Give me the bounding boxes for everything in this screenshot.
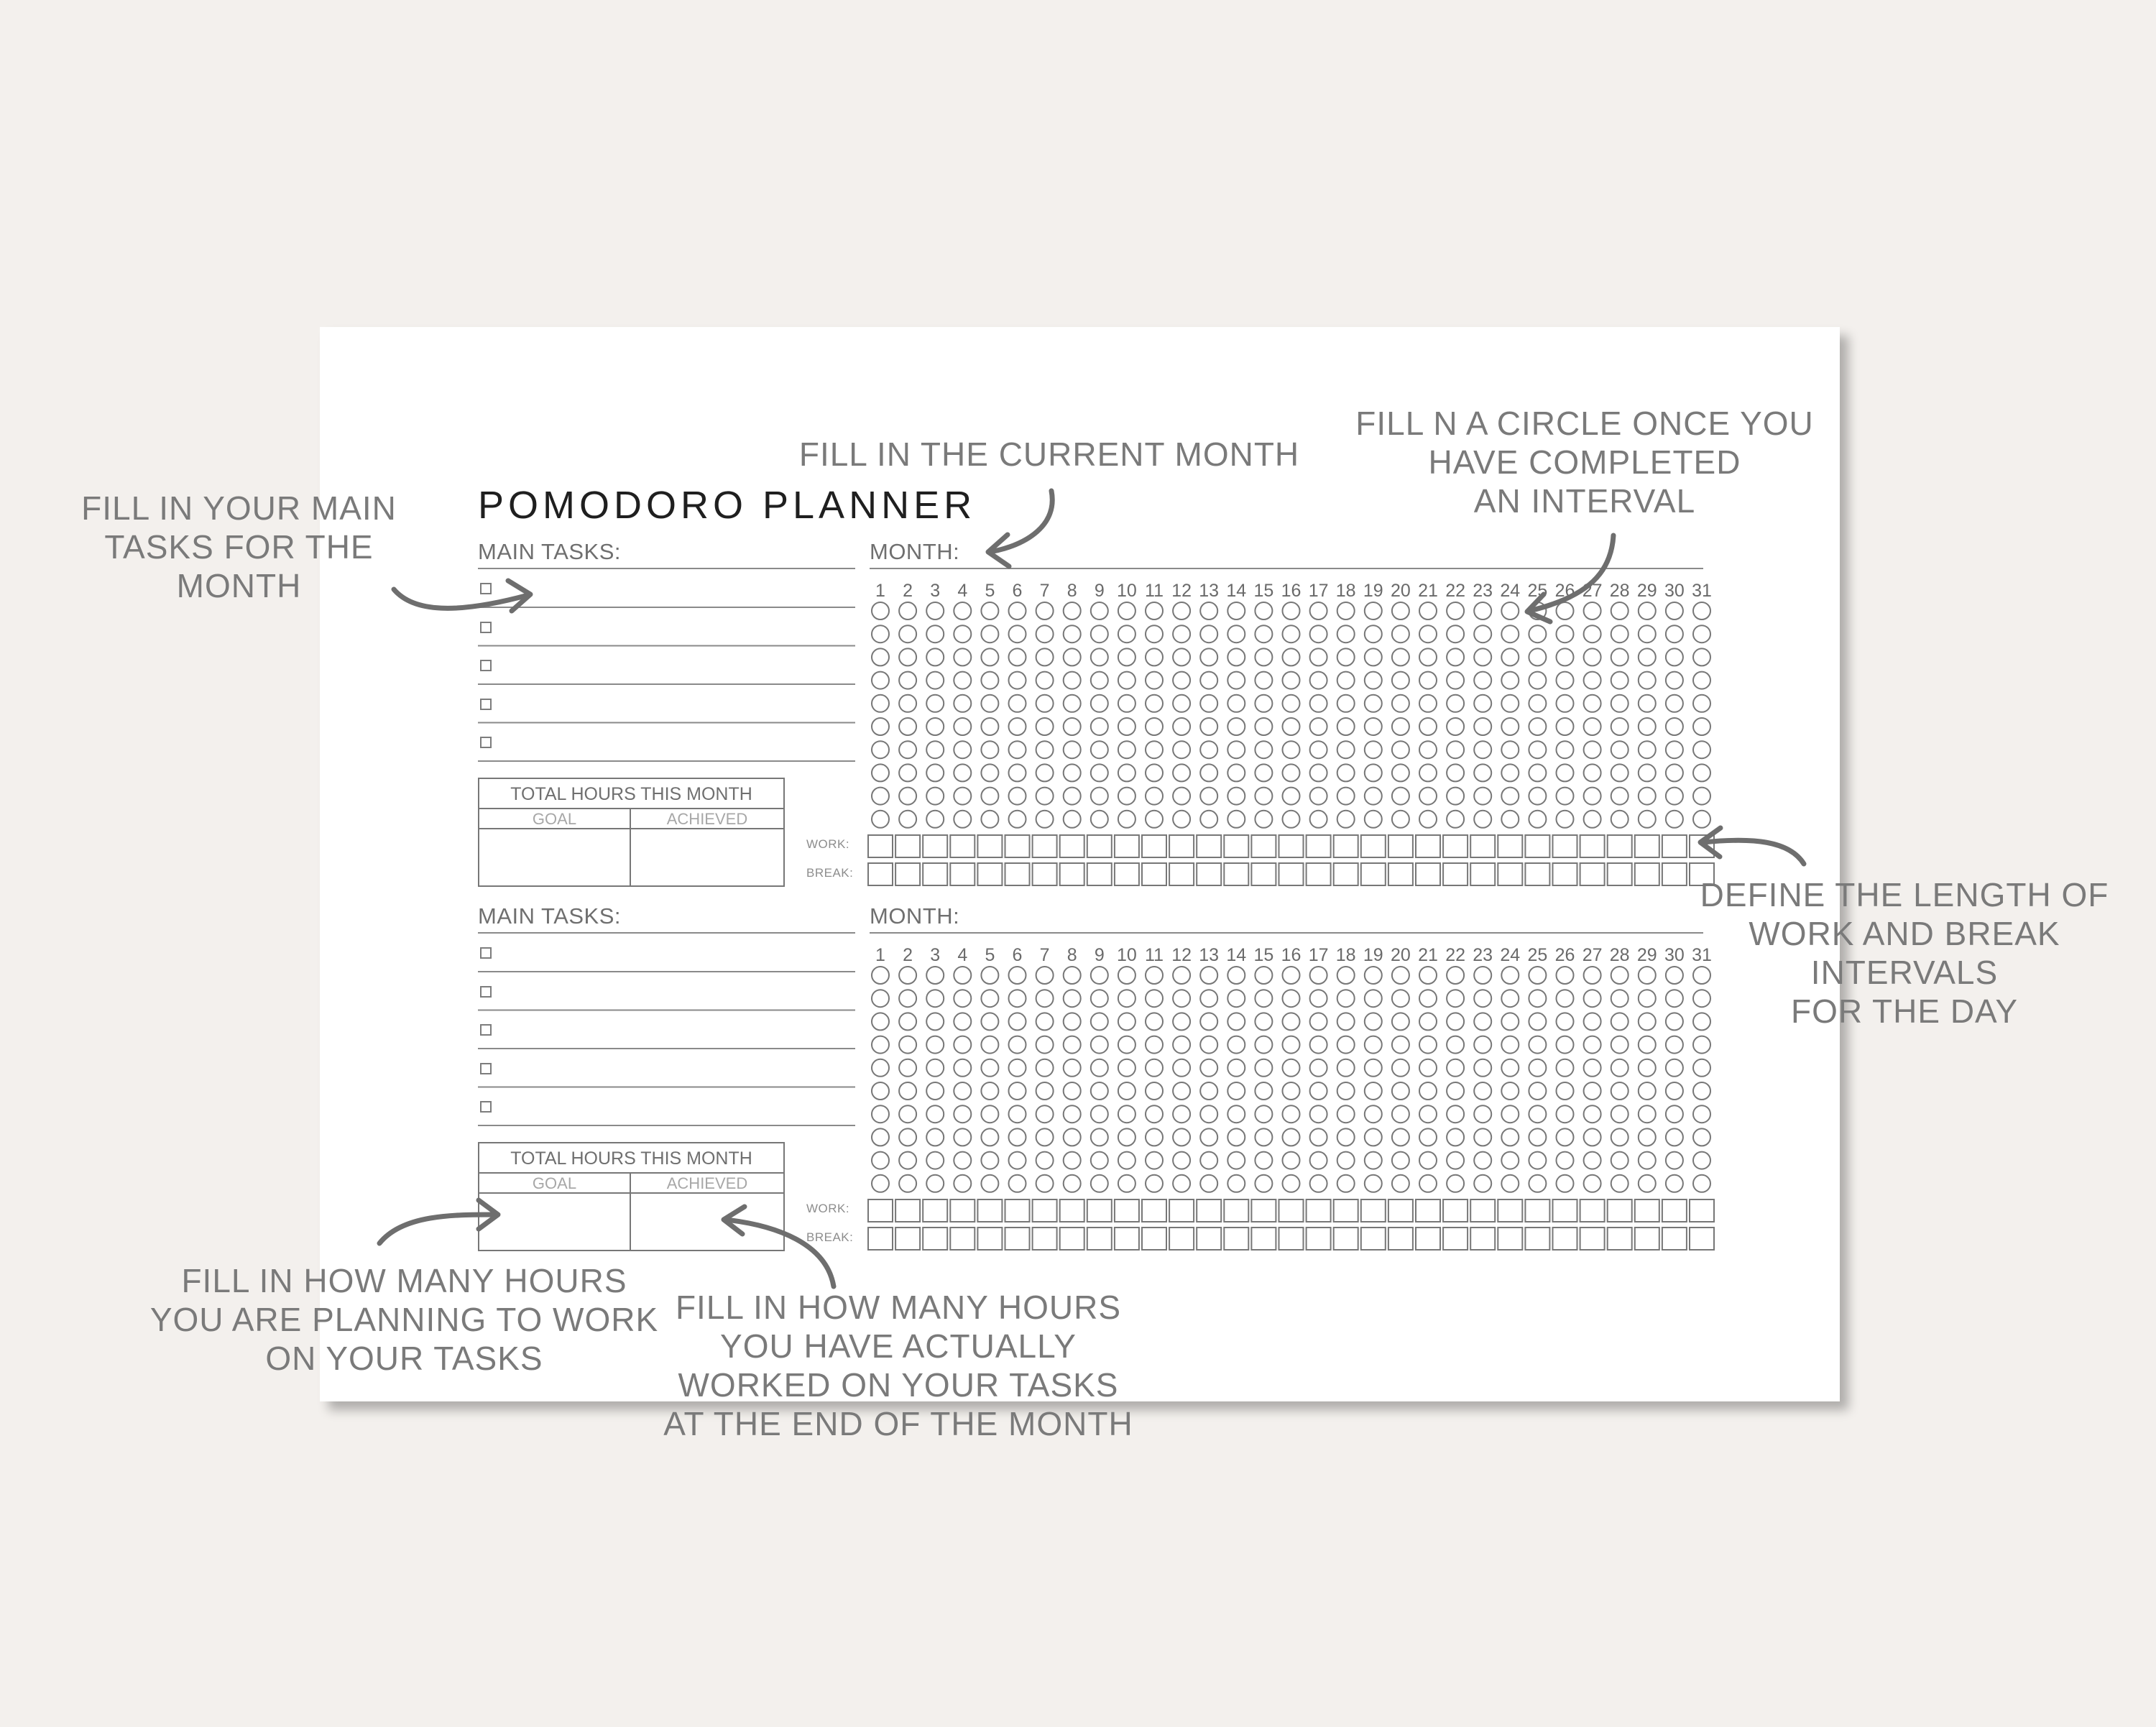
day-number: 24 bbox=[1500, 945, 1521, 965]
main-tasks-label: MAIN TASKS: bbox=[478, 903, 622, 929]
day-number: 12 bbox=[1171, 945, 1192, 965]
day-number: 26 bbox=[1554, 581, 1575, 601]
day-number: 12 bbox=[1171, 581, 1192, 601]
day-number: 21 bbox=[1418, 945, 1438, 965]
note-actual-hours: FILL IN HOW MANY HOURS YOU HAVE ACTUALLY WORKED ON YOUR TASKS AT THE END OF THE MONTH bbox=[663, 1289, 1133, 1442]
day-number: 28 bbox=[1609, 945, 1630, 965]
day-number: 18 bbox=[1335, 945, 1356, 965]
day-number: 20 bbox=[1390, 945, 1411, 965]
note-fill-circle: FILL N A CIRCLE ONCE YOU HAVE COMPLETED AN INTERVAL bbox=[1355, 405, 1814, 520]
work-label: WORK: bbox=[806, 837, 850, 851]
break-label: BREAK: bbox=[806, 1230, 854, 1244]
day-number: 8 bbox=[1067, 945, 1077, 965]
day-number: 15 bbox=[1253, 581, 1274, 601]
month-label: MONTH: bbox=[870, 539, 960, 564]
day-number: 9 bbox=[1094, 581, 1105, 601]
note-main-tasks: FILL IN YOUR MAIN TASKS FOR THE MONTH bbox=[81, 489, 397, 604]
day-number: 31 bbox=[1692, 945, 1712, 965]
day-number: 27 bbox=[1582, 581, 1603, 601]
day-number: 24 bbox=[1500, 581, 1521, 601]
day-number: 13 bbox=[1199, 945, 1220, 965]
day-number: 17 bbox=[1308, 581, 1329, 601]
day-number: 10 bbox=[1116, 581, 1137, 601]
arrow-to-month bbox=[988, 491, 1052, 566]
day-number: 25 bbox=[1527, 945, 1548, 965]
day-number: 29 bbox=[1636, 581, 1657, 601]
achieved-header: ACHIEVED bbox=[631, 1174, 783, 1194]
day-number: 29 bbox=[1636, 945, 1657, 965]
note-define-length: DEFINE THE LENGTH OF WORK AND BREAK INTERVALS FOR THE DAY bbox=[1700, 876, 2109, 1030]
total-hours-title: TOTAL HOURS THIS MONTH bbox=[479, 780, 783, 809]
break-label: BREAK: bbox=[806, 866, 854, 880]
day-number: 16 bbox=[1281, 581, 1302, 601]
day-number: 22 bbox=[1445, 945, 1466, 965]
day-number: 5 bbox=[985, 945, 995, 965]
day-number: 9 bbox=[1094, 945, 1105, 965]
day-number: 23 bbox=[1473, 945, 1493, 965]
day-number: 19 bbox=[1363, 581, 1383, 601]
planner-title: POMODORO PLANNER bbox=[478, 484, 977, 527]
day-number: 27 bbox=[1582, 945, 1603, 965]
day-number: 21 bbox=[1418, 581, 1438, 601]
day-number: 11 bbox=[1145, 581, 1164, 601]
goal-header: GOAL bbox=[479, 1174, 631, 1194]
day-number: 26 bbox=[1554, 945, 1575, 965]
day-number: 11 bbox=[1145, 945, 1164, 965]
day-number: 6 bbox=[1012, 581, 1023, 601]
arrow-to-circle bbox=[1527, 535, 1613, 622]
arrow-to-main-tasks bbox=[394, 581, 530, 611]
day-number: 14 bbox=[1226, 581, 1247, 601]
day-number: 20 bbox=[1390, 581, 1411, 601]
day-number: 8 bbox=[1067, 581, 1077, 601]
day-number: 19 bbox=[1363, 945, 1383, 965]
day-number: 30 bbox=[1664, 945, 1685, 965]
day-number: 30 bbox=[1664, 581, 1685, 601]
day-number: 18 bbox=[1335, 581, 1356, 601]
day-number: 3 bbox=[930, 945, 941, 965]
day-number: 7 bbox=[1039, 945, 1050, 965]
day-number: 7 bbox=[1039, 581, 1050, 601]
day-number: 3 bbox=[930, 581, 941, 601]
day-number: 13 bbox=[1199, 581, 1220, 601]
note-planned-hours: FILL IN HOW MANY HOURS YOU ARE PLANNING TO WORK ON YOUR TASKS bbox=[149, 1262, 659, 1377]
day-number: 2 bbox=[903, 581, 913, 601]
day-number: 25 bbox=[1527, 581, 1548, 601]
day-number: 14 bbox=[1226, 945, 1247, 965]
day-number: 28 bbox=[1609, 581, 1630, 601]
day-number: 6 bbox=[1012, 945, 1023, 965]
day-number: 5 bbox=[985, 581, 995, 601]
day-number: 31 bbox=[1692, 581, 1712, 601]
day-number: 17 bbox=[1308, 945, 1329, 965]
arrow-to-goal bbox=[379, 1200, 498, 1243]
achieved-header: ACHIEVED bbox=[631, 809, 783, 829]
day-number: 4 bbox=[957, 945, 968, 965]
day-number: 16 bbox=[1281, 945, 1302, 965]
month-label: MONTH: bbox=[870, 903, 960, 929]
day-number: 1 bbox=[875, 945, 885, 965]
work-label: WORK: bbox=[806, 1202, 850, 1215]
day-number: 2 bbox=[903, 945, 913, 965]
day-number: 23 bbox=[1473, 581, 1493, 601]
day-number: 22 bbox=[1445, 581, 1466, 601]
arrow-to-work-row bbox=[1700, 828, 1804, 864]
day-number: 15 bbox=[1253, 945, 1274, 965]
day-number: 4 bbox=[957, 581, 968, 601]
note-current-month: FILL IN THE CURRENT MONTH bbox=[798, 436, 1300, 473]
main-tasks-label: MAIN TASKS: bbox=[478, 539, 622, 564]
arrow-to-achieved bbox=[724, 1207, 834, 1286]
day-number: 10 bbox=[1116, 945, 1137, 965]
day-number: 1 bbox=[875, 581, 885, 601]
total-hours-title: TOTAL HOURS THIS MONTH bbox=[479, 1145, 783, 1174]
goal-header: GOAL bbox=[479, 809, 631, 829]
